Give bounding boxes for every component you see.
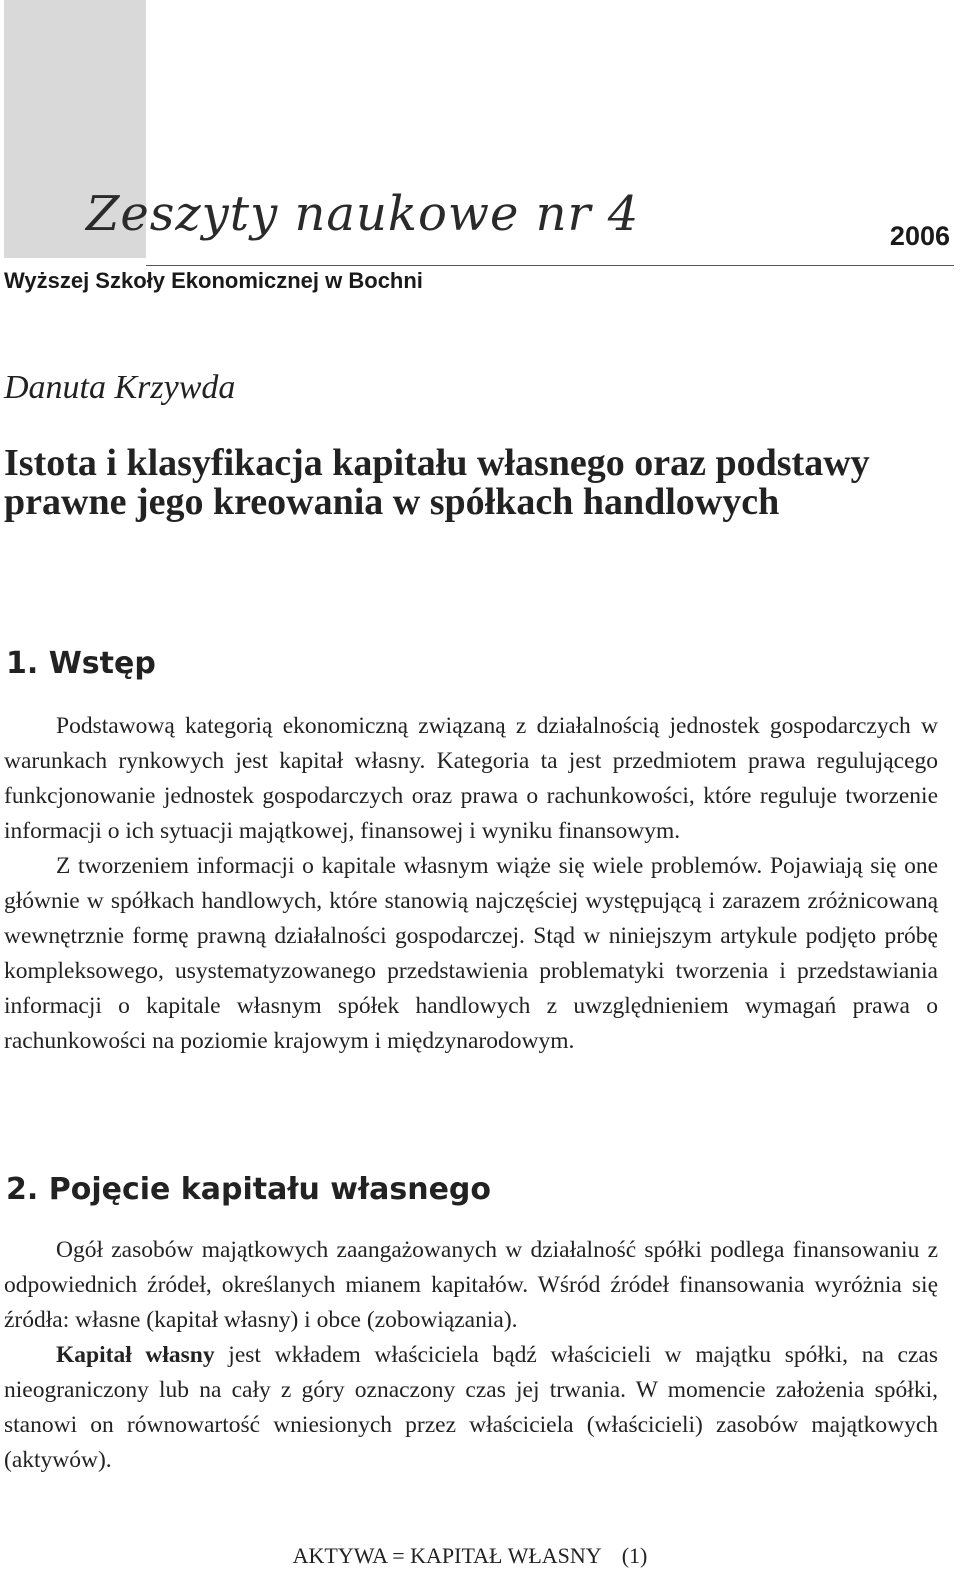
journal-title: Zeszyty naukowe nr 4	[86, 186, 640, 242]
article-author: Danuta Krzywda	[4, 369, 236, 406]
paragraph: Podstawową kategorią ekonomiczną związaną z działalnością jednostek gospodarczych w warunkach rynkowych jest kapitał własny. Kategoria ta jest przedmiotem prawa regulującego funkcjonowanie jednostek gospodarczych oraz prawa o rachunkowości, które reguluje tworzenie informacji o ich sytuacji majątkowej, finansowej i wyniku finansowym.	[4, 713, 938, 844]
section-heading-equity-concept: 2. Pojęcie kapitału własnego	[6, 1172, 492, 1207]
equation-number: (1)	[621, 1543, 648, 1568]
paragraph: Z tworzeniem informacji o kapitale własnym wiąże się wiele problemów. Pojawiają się one głównie w spółkach handlowych, które stanowią najczęściej występującą i zarazem zróżnicowaną wewnętrznie formę prawną działalności gospodarczej. Stąd w niniejszym artykule podjęto próbę kompleksowego, usystematyzowanego przedstawienia problematyki tworzenia i przedstawiania informacji o kapitale własnym spółek handlowych z uwzględnieniem wymagań prawa o rachunkowości na poziomie krajowym i międzynarodowym.	[4, 853, 938, 1054]
section-heading-introduction: 1. Wstęp	[6, 646, 156, 681]
section-body-equity-concept	[4, 1233, 938, 1478]
header-divider	[146, 265, 954, 266]
equation	[0, 1541, 940, 1571]
school-name: Wyższej Szkoły Ekonomicznej w Bochni	[4, 268, 423, 293]
equation-text: AKTYWA = KAPITAŁ WŁASNY	[292, 1543, 602, 1568]
bold-term: Kapitał własny	[56, 1342, 215, 1368]
paragraph	[4, 1338, 938, 1478]
article-title: Istota i klasyfikacja kapitału własnego oraz podstawy prawne jego kreowania w spółkach handlowych	[4, 442, 870, 523]
section-body-introduction	[4, 709, 938, 1059]
paragraph-rest: jest wkładem właściciela bądź właścicieli w majątku spółki, na czas nieograniczony lub na cały z góry oznaczony czas jej trwania. W momencie założenia spółki, stanowi on równowartość wniesionych przez właściciela (właścicieli) zasobów majątkowych (aktywów).	[4, 1342, 938, 1473]
journal-year: 2006	[889, 221, 950, 251]
paragraph: Ogół zasobów majątkowych zaangażowanych w działalność spółki podlega finansowaniu z odpowiednich źródeł, określanych mianem kapitałów. Wśród źródeł finansowania wyróżnia się źródła: własne (kapitał własny) i obce (zobowiązania).	[4, 1237, 938, 1333]
